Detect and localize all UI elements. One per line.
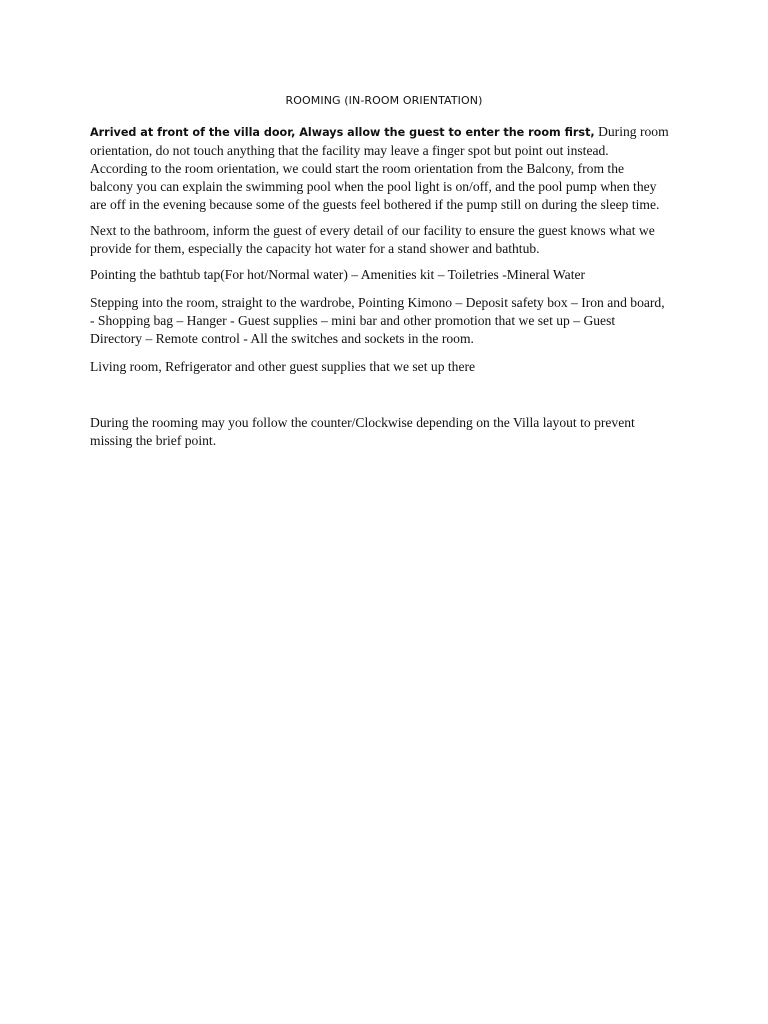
paragraph-arrival (90, 123, 690, 214)
paragraph-line: provide for them, especially the capacity hot water for a stand shower and bathtub. (90, 241, 540, 256)
paragraph-line: Next to the bathroom, inform the guest of every detail of our facility to ensure the guest knows what we (90, 223, 655, 238)
paragraph-lead-bold: Arrived at front of the villa door, Always allow the guest to enter the room first, (90, 126, 595, 139)
paragraph-line: are off in the evening because some of the guests feel bothered if the pump still on during the sleep time. (90, 197, 660, 212)
paragraph-line: During the rooming may you follow the counter/Clockwise depending on the Villa layout to prevent (90, 415, 635, 430)
paragraph-line: According to the room orientation, we could start the room orientation from the Balcony, from the (90, 161, 625, 176)
paragraph-line: Directory – Remote control - All the switches and sockets in the room. (90, 331, 474, 346)
paragraph-line: Pointing the bathtub tap(For hot/Normal water) – Amenities kit – Toiletries -Mineral Water (90, 267, 586, 282)
document-title: ROOMING (IN-ROOM ORIENTATION) (285, 94, 483, 107)
paragraph-line: orientation, do not touch anything that the facility may leave a finger spot but point out instead. (90, 143, 609, 158)
paragraph-line: - Shopping bag – Hanger - Guest supplies – mini bar and other promotion that we set up – Guest (90, 313, 616, 328)
paragraph-line: Living room, Refrigerator and other guest supplies that we set up there (90, 359, 476, 374)
paragraph-wardrobe (90, 294, 690, 348)
paragraph-rooming-order (90, 414, 690, 450)
paragraph-line: missing the brief point. (90, 433, 217, 448)
paragraph-line-text: During room (594, 124, 669, 139)
paragraph-line: Stepping into the room, straight to the wardrobe, Pointing Kimono – Deposit safety box – Iron and board, (90, 295, 665, 310)
paragraph-line: balcony you can explain the swimming pool when the pool light is on/off, and the pool pump when they (90, 179, 657, 194)
paragraph-bathroom (90, 222, 690, 258)
paragraph-living-room (90, 358, 690, 376)
paragraph-bathtub (90, 266, 690, 284)
paragraph-line (90, 123, 690, 142)
